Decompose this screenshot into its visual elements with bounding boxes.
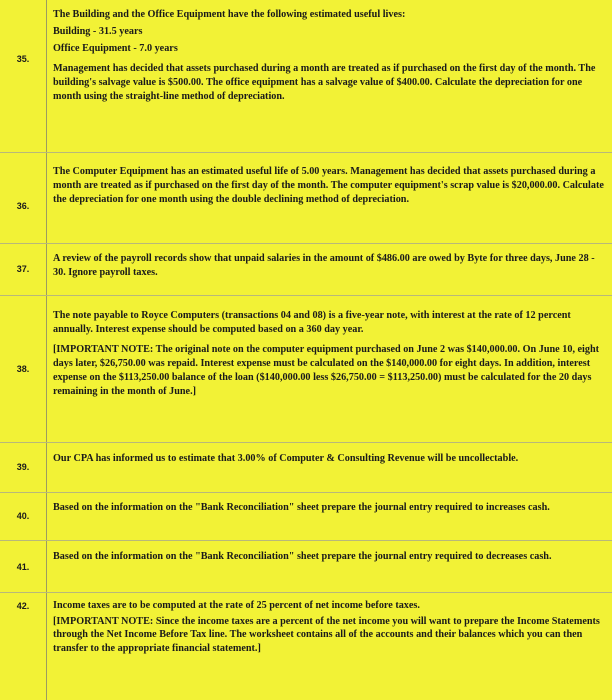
problem-row-39 bbox=[0, 443, 612, 493]
column-divider bbox=[46, 493, 47, 540]
problem-body: Income taxes are to be computed at the rate of 25 percent of net income before taxes. bbox=[53, 600, 420, 611]
problem-row-35 bbox=[0, 0, 612, 153]
column-divider bbox=[46, 244, 47, 295]
important-note: [IMPORTANT NOTE: Since the income taxes are a percent of the net income you will want to prepare the Income Statements through the Net Income Before Tax line. The worksheet contains all of the accounts and their balances which you can then transfer to the appropriate financial statement.] bbox=[53, 615, 600, 654]
column-divider bbox=[46, 296, 47, 442]
problem-number: 37. bbox=[16, 264, 30, 274]
problem-text bbox=[53, 165, 604, 207]
problem-number: 35. bbox=[16, 54, 30, 64]
problem-text bbox=[53, 452, 604, 466]
problem-text bbox=[53, 501, 604, 515]
problem-line: Building - 31.5 years bbox=[53, 26, 143, 37]
problem-number: 40. bbox=[16, 511, 30, 521]
problem-number: 41. bbox=[16, 562, 30, 572]
problem-body: Based on the information on the "Bank Reconciliation" sheet prepare the journal entry required to increases cash. bbox=[53, 502, 550, 513]
problem-body: Based on the information on the "Bank Reconciliation" sheet prepare the journal entry required to decreases cash. bbox=[53, 551, 552, 562]
problem-number: 39. bbox=[16, 462, 30, 472]
column-divider bbox=[46, 153, 47, 243]
problem-row-42 bbox=[0, 593, 612, 700]
important-note: [IMPORTANT NOTE: The original note on the computer equipment purchased on June 2 was $140,000.00. On June 10, eight days later, $26,750.00 was repaid. Interest expense must be calculated on the $140,000.00 for eight days. In addition, interest expense on the $113,250.00 balance of the loan ($140,000.00 less $26,750.00 = $113,250.00) must be calculated for the 20 days remaining in the month of June.] bbox=[53, 344, 600, 397]
problem-row-38 bbox=[0, 296, 612, 443]
problem-body: A review of the payroll records show that unpaid salaries in the amount of $486.00 are owed by Byte for three days, June 28 - 30. Ignore payroll taxes. bbox=[53, 253, 595, 278]
problem-text bbox=[53, 550, 604, 564]
problem-line: The Building and the Office Equipment have the following estimated useful lives: bbox=[53, 9, 406, 20]
problem-row-40 bbox=[0, 493, 612, 541]
column-divider bbox=[46, 541, 47, 592]
problem-text bbox=[53, 252, 604, 280]
problem-number: 38. bbox=[16, 364, 30, 374]
problem-number: 36. bbox=[16, 201, 30, 211]
problem-body: Our CPA has informed us to estimate that 3.00% of Computer & Consulting Revenue will be uncollectable. bbox=[53, 453, 519, 464]
column-divider bbox=[46, 0, 47, 152]
problem-row-36 bbox=[0, 153, 612, 244]
problem-text bbox=[53, 309, 604, 399]
problem-text bbox=[53, 8, 604, 104]
problem-row-37 bbox=[0, 244, 612, 296]
problem-line: Office Equipment - 7.0 years bbox=[53, 43, 178, 54]
column-divider bbox=[46, 443, 47, 492]
problem-body: The note payable to Royce Computers (transactions 04 and 08) is a five-year note, with interest at the rate of 12 percent annually. Interest expense should be computed based on a 360 day year. bbox=[53, 310, 571, 335]
problem-row-41 bbox=[0, 541, 612, 593]
column-divider bbox=[46, 593, 47, 700]
problem-body: Management has decided that assets purchased during a month are treated as if purchased on the first day of the month. The building's salvage value is $500.00. The office equipment has a salvage value of $400.00. Calculate the depreciation for one month using the straight-line method of depreciation. bbox=[53, 63, 596, 102]
problem-body: The Computer Equipment has an estimated useful life of 5.00 years. Management has decided that assets purchased during a month are treated as if purchased on the first day of the month. The computer equipment's scrap value is $20,000.00. Calculate the depreciation for one month using the double declining method of depreciation. bbox=[53, 166, 604, 205]
problem-text bbox=[53, 599, 604, 655]
problem-number: 42. bbox=[16, 601, 30, 611]
